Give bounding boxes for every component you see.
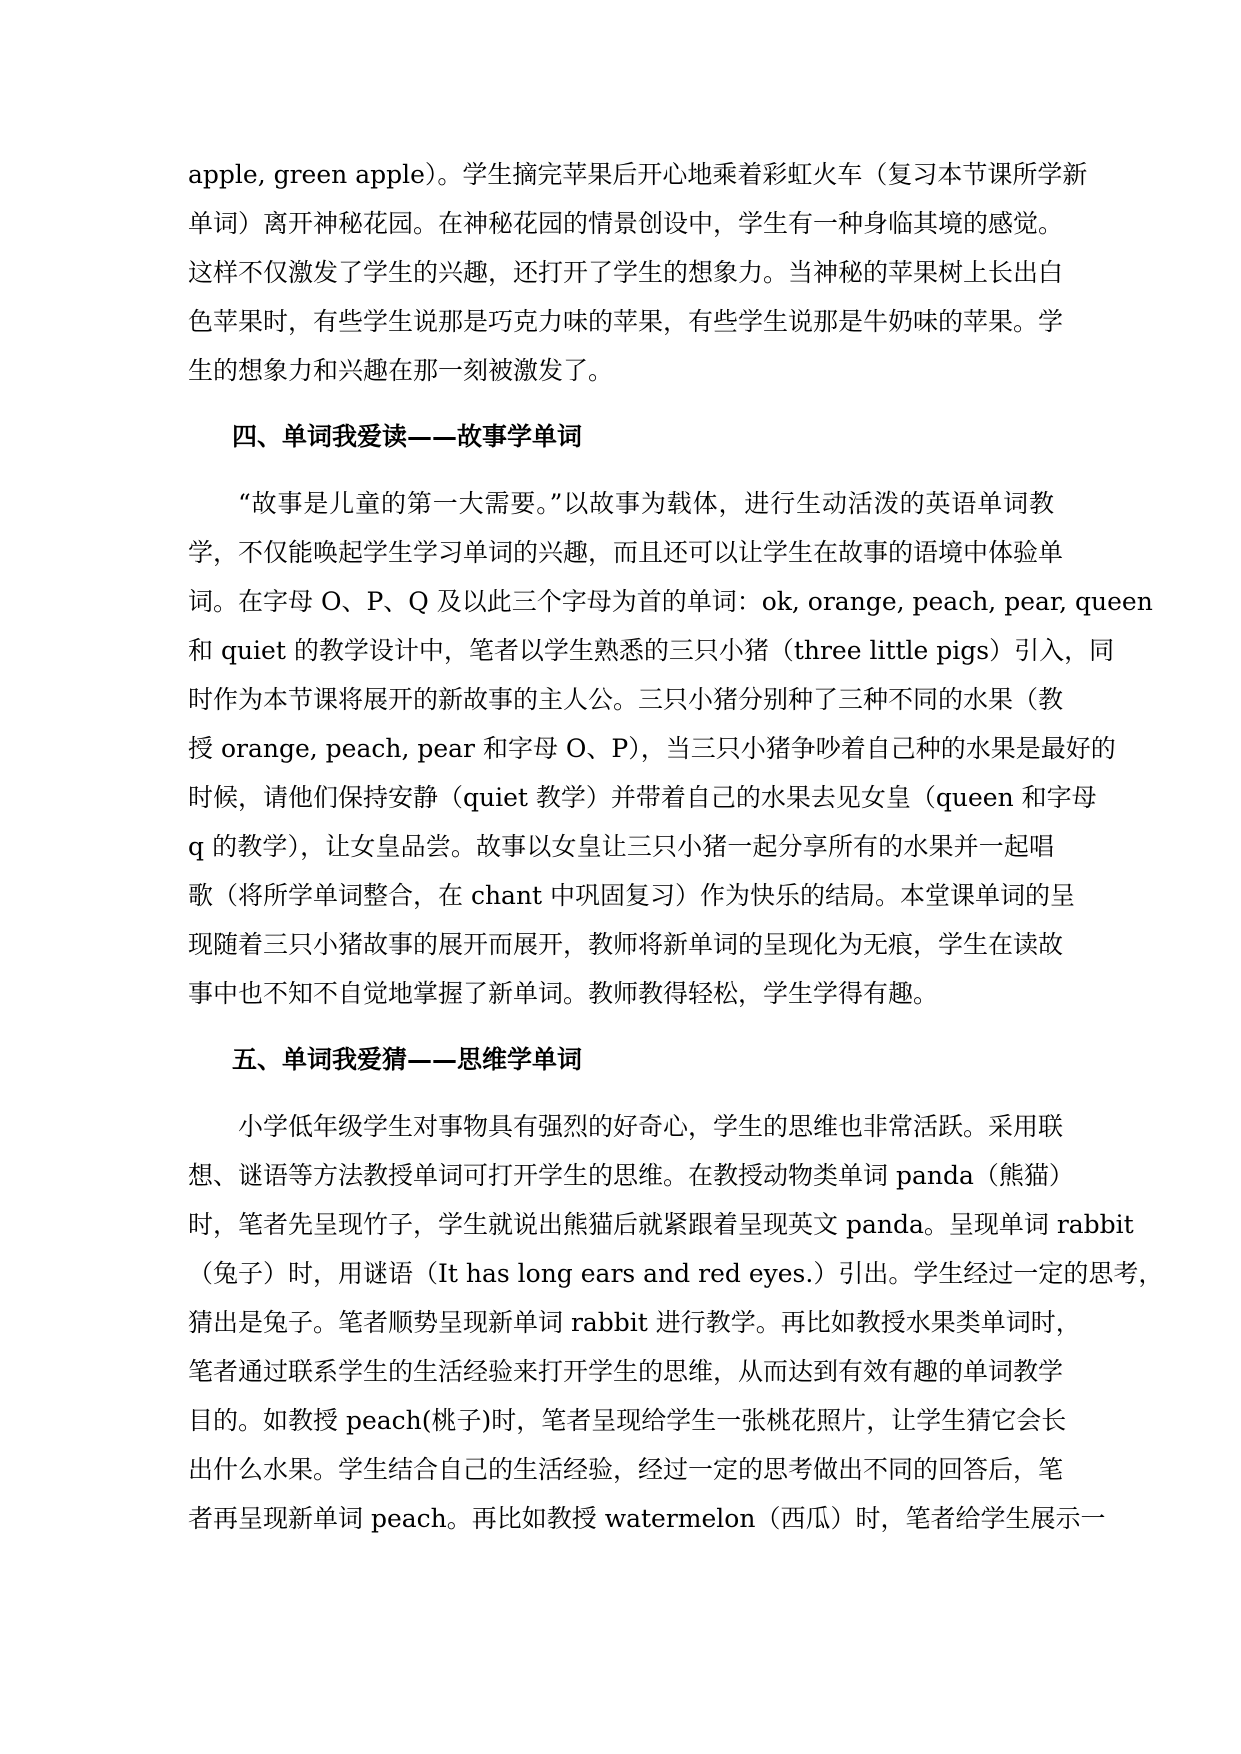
text-line: 歌（将所学单词整合，在 chant 中巩固复习）作为快乐的结局。本堂课单词的呈 bbox=[188, 881, 1076, 910]
text-line: 这样不仅激发了学生的兴趣，还打开了学生的想象力。当神秘的苹果树上长出白 bbox=[188, 258, 1064, 287]
text-line: apple, green apple）。学生摘完苹果后开心地乘着彩虹火车（复习本节课所学新 bbox=[188, 160, 1088, 189]
paragraph-thinking-words bbox=[188, 1102, 1164, 1543]
section-heading-4: 四、单词我爱读——故事学单词 bbox=[232, 422, 583, 451]
text-line: “故事是儿童的第一大需要。”以故事为载体，进行生动活泼的英语单词教 bbox=[238, 489, 1054, 518]
text-line: 时，笔者先呈现竹子，学生就说出熊猫后就紧跟着呈现英文 panda。呈现单词 rabbit bbox=[188, 1210, 1134, 1239]
text-line: 词。在字母 O、P、Q 及以此三个字母为首的单词：ok, orange, peach, pear, queen bbox=[188, 587, 1153, 616]
text-line: 学，不仅能唤起学生学习单词的兴趣，而且还可以让学生在故事的语境中体验单 bbox=[188, 538, 1064, 567]
text-line: 现随着三只小猪故事的展开而展开，教师将新单词的呈现化为无痕，学生在读故 bbox=[188, 930, 1064, 959]
text-line: 猜出是兔子。笔者顺势呈现新单词 rabbit 进行教学。再比如教授水果类单词时， bbox=[188, 1308, 1081, 1337]
text-line: 和 quiet 的教学设计中，笔者以学生熟悉的三只小猪（three little pigs）引入，同 bbox=[188, 636, 1115, 665]
text-line: 者再呈现新单词 peach。再比如教授 watermelon（西瓜）时，笔者给学生展示一 bbox=[188, 1504, 1106, 1533]
text-line: 时候，请他们保持安静（quiet 教学）并带着自己的水果去见女皇（queen 和字母 bbox=[188, 783, 1097, 812]
page-body bbox=[188, 150, 1164, 1543]
text-line: 想、谜语等方法教授单词可打开学生的思维。在教授动物类单词 panda（熊猫） bbox=[188, 1161, 1074, 1190]
text-line: 出什么水果。学生结合自己的生活经验，经过一定的思考做出不同的回答后，笔 bbox=[188, 1455, 1064, 1484]
text-line: 单词）离开神秘花园。在神秘花园的情景创设中，学生有一种身临其境的感觉。 bbox=[188, 209, 1064, 238]
text-line: 生的想象力和兴趣在那一刻被激发了。 bbox=[188, 356, 614, 385]
text-line: 目的。如教授 peach(桃子)时，笔者呈现给学生一张桃花照片，让学生猜它会长 bbox=[188, 1406, 1067, 1435]
text-line: 事中也不知不自觉地掌握了新单词。教师教得轻松，学生学得有趣。 bbox=[188, 979, 939, 1008]
text-line: （兔子）时，用谜语（It has long ears and red eyes.）引出。学生经过一定的思考， bbox=[188, 1259, 1164, 1288]
text-line: 小学低年级学生对事物具有强烈的好奇心，学生的思维也非常活跃。采用联 bbox=[238, 1112, 1064, 1141]
text-line: 笔者通过联系学生的生活经验来打开学生的思维，从而达到有效有趣的单词教学 bbox=[188, 1357, 1064, 1386]
text-line: 色苹果时，有些学生说那是巧克力味的苹果，有些学生说那是牛奶味的苹果。学 bbox=[188, 307, 1064, 336]
text-line: q 的教学），让女皇品尝。故事以女皇让三只小猪一起分享所有的水果并一起唱 bbox=[188, 832, 1054, 861]
text-line: 时作为本节课将展开的新故事的主人公。三只小猪分别种了三种不同的水果（教 bbox=[188, 685, 1064, 714]
text-line: 授 orange, peach, pear 和字母 O、P），当三只小猪争吵着自己种的水果是最好的 bbox=[188, 734, 1116, 763]
section-heading-5: 五、单词我爱猜——思维学单词 bbox=[232, 1045, 583, 1074]
paragraph-apple-garden bbox=[188, 150, 1088, 395]
paragraph-story-words bbox=[188, 479, 1153, 1018]
